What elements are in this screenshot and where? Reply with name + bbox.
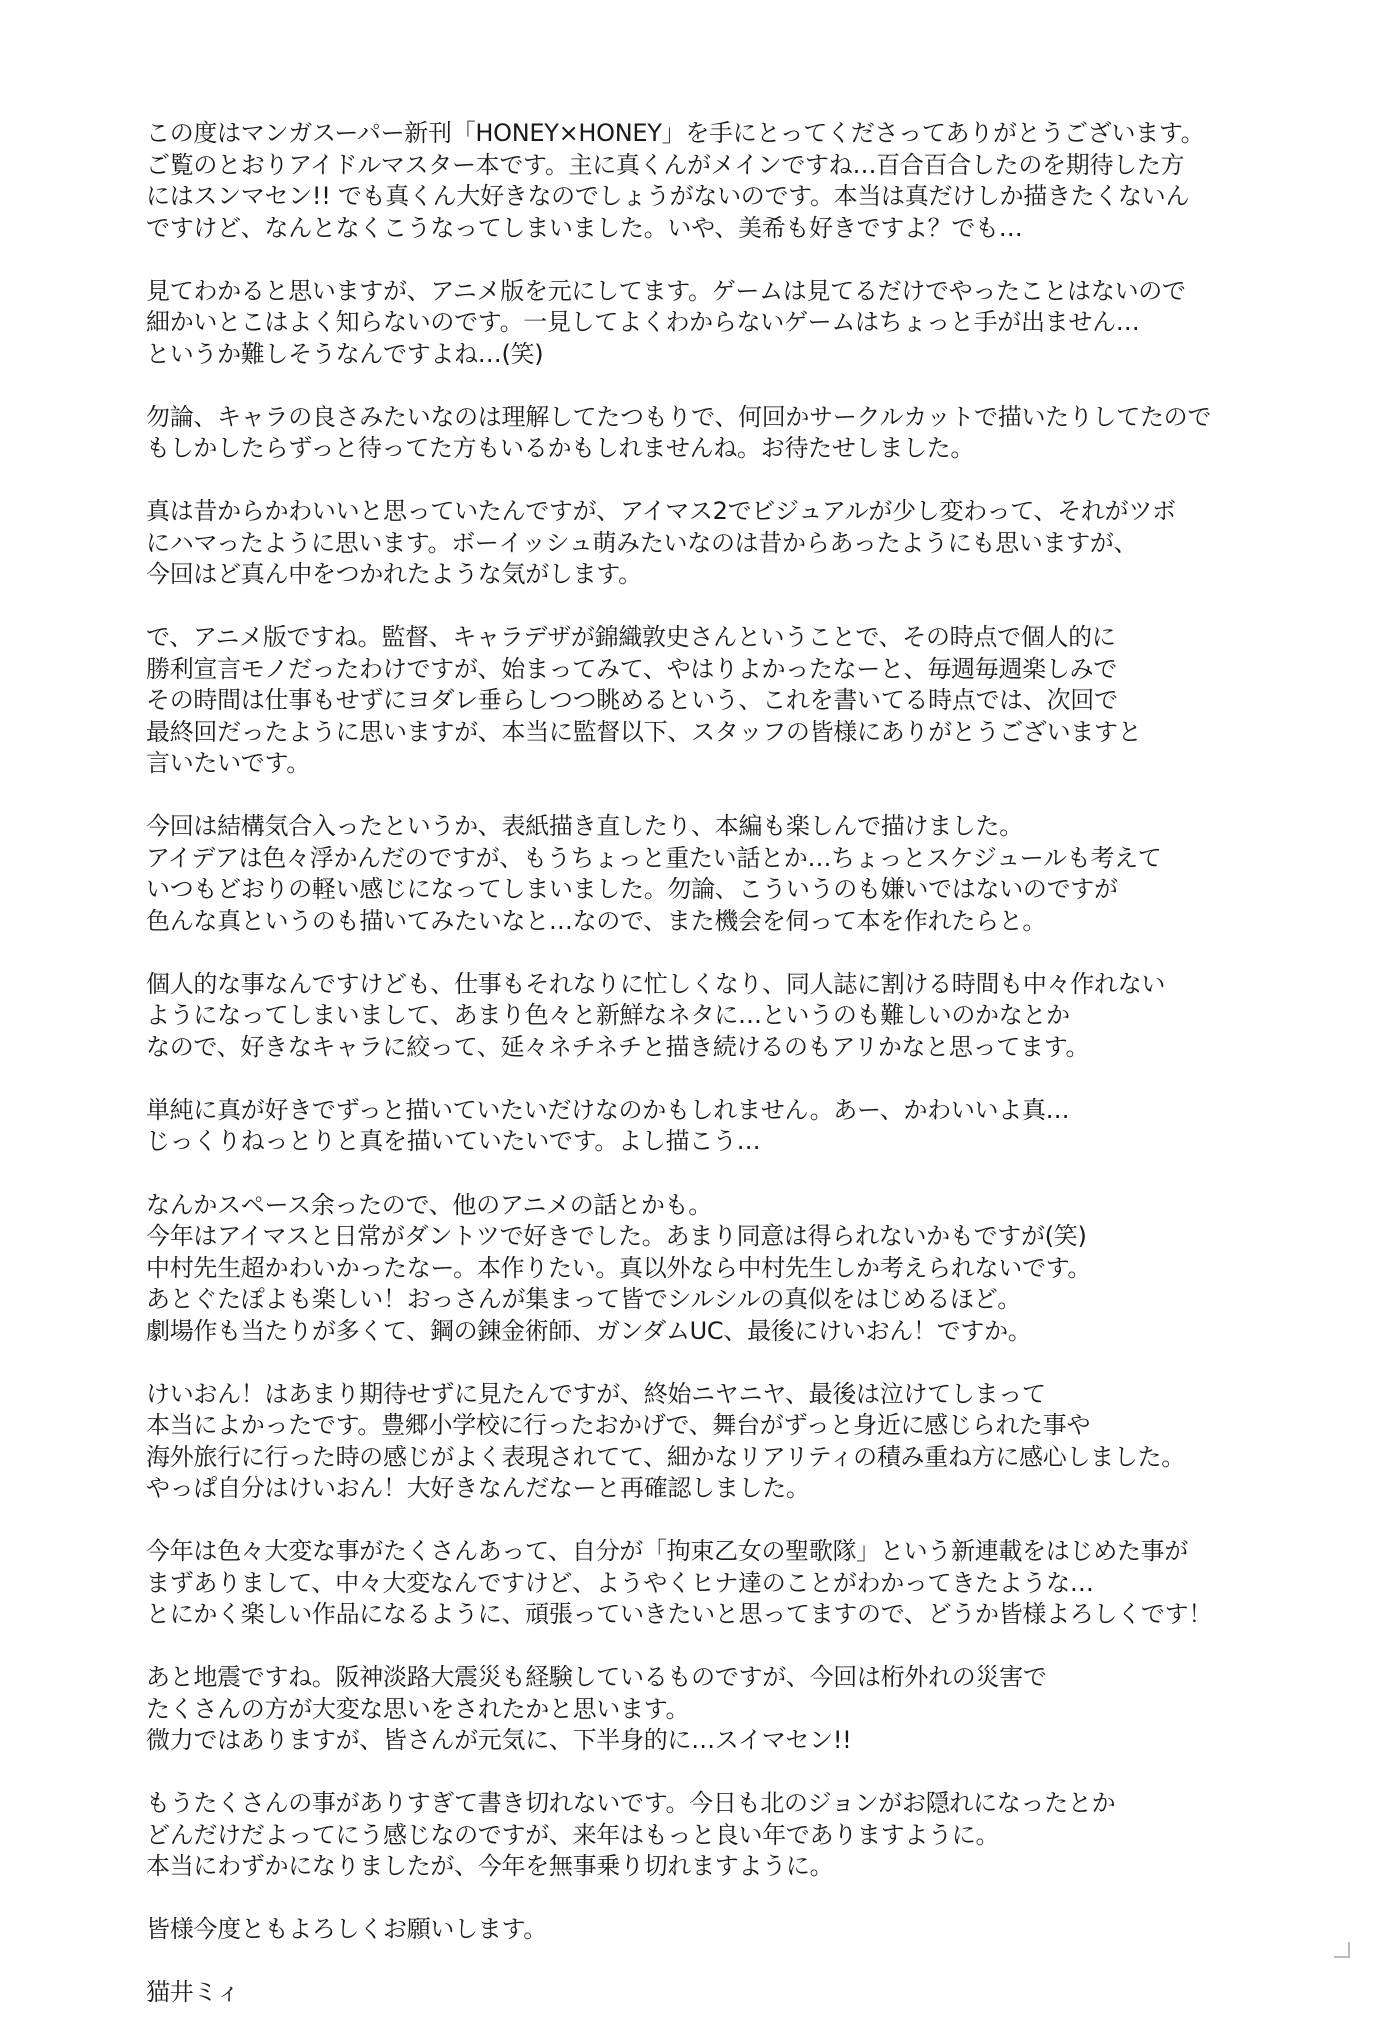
text-line: いつもどおりの軽い感じになってしまいました。勿論、こういうのも嫌いではないのですが	[146, 875, 1118, 903]
paragraph	[146, 969, 1346, 1064]
text-line: 今年はアイマスと日常がダントツで好きでした。あまり同意は得られないかもですが(笑)	[146, 1222, 1087, 1250]
paragraph	[146, 1095, 1346, 1158]
text-line: 真は昔からかわいいと思っていたんですが、アイマス2でビジュアルが少し変わって、それがツボ	[146, 497, 1176, 525]
paragraph	[146, 1379, 1346, 1505]
afterword-section-1	[146, 118, 1346, 1158]
paragraph	[146, 1190, 1346, 1348]
text-line: 海外旅行に行った時の感じがよく表現されてて、細かなリアリティの積み重ね方に感心しました。	[146, 1442, 1185, 1471]
text-line: 中村先生超かわいかったなー。本作りたい。真以外なら中村先生しか考えられないです。	[146, 1253, 1092, 1282]
paragraph	[146, 496, 1346, 591]
text-line: 今年は色々大変な事がたくさんあって、自分が「拘束乙女の聖歌隊」という新連載をはじめた事が	[146, 1537, 1189, 1565]
text-line: 今回はど真ん中をつかれたような気がします。	[146, 560, 642, 588]
text-line: 本当によかったです。豊郷小学校に行ったおかげで、舞台がずっと身近に感じられた事や	[146, 1411, 1091, 1439]
text-line: あとぐたぽよも楽しい！おっさんが集まって皆でシルシルの真似をはじめるほど。	[146, 1285, 1022, 1313]
text-line: 勝利宣言モノだったわけですが、始まってみて、やはりよかったなーと、毎週毎週楽しみで	[146, 654, 1117, 683]
text-line: 最終回だったように思いますが、本当に監督以下、スタッフの皆様にありがとうございますと	[146, 717, 1142, 746]
text-line: 色んな真というのも描いてみたいなと…なので、また機会を伺って本を作れたらと。	[146, 906, 1047, 935]
paragraph	[146, 1788, 1346, 1883]
text-line: 劇場作も当たりが多くて、鋼の錬金術師、ガンダムUC、最後にけいおん！ですか。	[146, 1316, 1032, 1345]
text-line: まずありまして、中々大変なんですけど、ようやくヒナ達のことがわかってきたような…	[146, 1568, 1094, 1597]
text-line: 細かいとこはよく知らないのです。一見してよくわからないゲームはちょっと手が出ません…	[146, 308, 1140, 336]
text-line: 見てわかると思いますが、アニメ版を元にしてます。ゲームは見てるだけでやったことはないので	[146, 276, 1186, 305]
text-line: もうたくさんの事がありすぎて書き切れないです。今日も北のジョンがお隠れになったとか	[146, 1789, 1116, 1817]
text-line: 言いたいです。	[146, 749, 310, 777]
text-line: アイデアは色々浮かんだのですが、もうちょっと重たい話とか…ちょっとスケジュールも考えて	[146, 843, 1162, 872]
paragraph	[146, 402, 1346, 465]
text-line: ですけど、なんとなくこうなってしまいました。いや、美希も好きですよ？でも…	[146, 213, 1023, 242]
paragraph	[146, 1536, 1346, 1631]
afterword-page	[146, 118, 1346, 2040]
text-line: どんだけだよってにう感じなのですが、来年はもっと良い年でありますように。	[146, 1820, 1000, 1849]
text-line: 勿論、キャラの良さみたいなのは理解してたつもりで、何回かサークルカットで描いたりしてたので	[146, 402, 1212, 431]
text-line: なんかスペース余ったので、他のアニメの話とかも。	[146, 1190, 712, 1219]
text-line: にはスンマセン!! でも真くん大好きなのでしょうがないのです。本当は真だけしか描きたくないん	[146, 182, 1190, 210]
text-line: たくさんの方が大変な思いをされたかと思います。	[146, 1694, 690, 1723]
afterword-section-2	[146, 1190, 1346, 1946]
text-line: 今回は結構気合入ったというか、表紙描き直したり、本編も楽しんで描けました。	[146, 812, 1023, 840]
text-line: もしかしたらずっと待ってた方もいるかもしれませんね。お待たせしました。	[146, 434, 975, 462]
text-line: とにかく楽しい作品になるように、頑張っていきたいと思ってますので、どうか皆様よろしくです！	[146, 1600, 1213, 1628]
text-line: ようになってしまいまして、あまり色々と新鮮なネタに…というのも難しいのかなとか	[146, 1001, 1070, 1029]
paragraph	[146, 622, 1346, 780]
text-line: ご覧のとおりアイドルマスター本です。主に真くんがメインですね…百合百合したのを期待した方	[146, 150, 1185, 179]
text-line: なので、好きなキャラに絞って、延々ネチネチと描き続けるのもアリかなと思ってます。	[146, 1032, 1090, 1061]
text-line: にハマったように思います。ボーイッシュ萌みたいなのは昔からあったようにも思いますが、	[146, 528, 1138, 557]
text-line: 本当にわずかになりましたが、今年を無事乗り切れますように。	[146, 1852, 834, 1880]
text-line: 皆様今度ともよろしくお願いします。	[146, 1915, 547, 1943]
paragraph	[146, 276, 1346, 371]
text-line: その時間は仕事もせずにヨダレ垂らしつつ眺めるという、これを書いてる時点では、次回で	[146, 686, 1118, 714]
paragraph	[146, 1914, 1346, 1946]
text-line: あと地震ですね。阪神淡路大震災も経験しているものですが、今回は桁外れの災害で	[146, 1663, 1047, 1691]
text-line: 単純に真が好きでずっと描いていたいだけなのかもしれません。あー、かわいいよ真…	[146, 1095, 1070, 1124]
page-corner-mark	[1334, 1942, 1350, 1958]
author-signature: 猫井ミィ	[146, 1978, 240, 2006]
paragraph	[146, 118, 1346, 244]
text-line: 個人的な事なんですけども、仕事もそれなりに忙しくなり、同人誌に割ける時間も中々作れない	[146, 969, 1166, 998]
paragraph	[146, 811, 1346, 937]
text-line: けいおん！はあまり期待せずに見たんですが、終始ニヤニヤ、最後は泣けてしまって	[146, 1379, 1046, 1408]
text-line: この度はマンガスーパー新刊「HONEY×HONEY」を手にとってくださってありがとうございます。	[146, 119, 1205, 147]
paragraph	[146, 1662, 1346, 1757]
text-line: で、アニメ版ですね。監督、キャラデザが錦織敦史さんということで、その時点で個人的に	[146, 623, 1116, 651]
text-line: じっくりねっとりと真を描いていたいです。よし描こう…	[146, 1127, 761, 1155]
text-line: 微力ではありますが、皆さんが元気に、下半身的に…スイマセン!!	[146, 1726, 852, 1754]
text-line: というか難しそうなんですよね…(笑)	[146, 339, 544, 368]
text-line: やっぱ自分はけいおん！大好きなんだなーと再確認しました。	[146, 1474, 810, 1502]
